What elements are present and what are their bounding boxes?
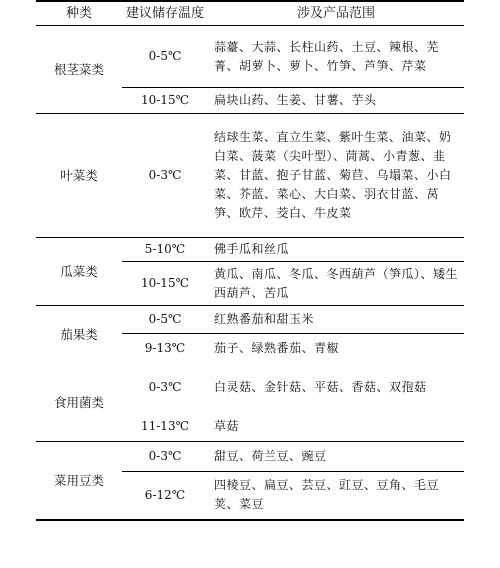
table-body bbox=[36, 26, 464, 520]
products-cell: 白灵菇、金针菇、平菇、香菇、双孢菇 bbox=[214, 380, 427, 394]
category-cell: 食用菌类 bbox=[53, 394, 104, 410]
category-cell: 根茎菜类 bbox=[53, 62, 104, 77]
category-cell: 叶菜类 bbox=[36, 114, 122, 238]
temperature-cell: 0-3℃ bbox=[122, 442, 208, 472]
category-cell: 瓜菜类 bbox=[36, 238, 122, 306]
products-cell: 佛手瓜和丝瓜 bbox=[208, 238, 464, 262]
table-row bbox=[36, 364, 464, 412]
temperature-cell: 9-13℃ bbox=[122, 334, 208, 364]
temperature-cell: 0-3℃ bbox=[148, 380, 182, 394]
category-cell: 茄果类 bbox=[36, 306, 122, 364]
storage-temperature-table bbox=[36, 0, 464, 521]
temperature-cell: 0-3℃ bbox=[122, 114, 208, 238]
temperature-cell: 5-10℃ bbox=[122, 238, 208, 262]
temperature-cell: 0-5℃ bbox=[122, 306, 208, 334]
header-category: 种类 bbox=[36, 1, 122, 26]
temperature-cell: 11-13℃ bbox=[140, 418, 190, 433]
table-row bbox=[36, 442, 464, 472]
category-cell: 菜用豆类 bbox=[36, 442, 122, 520]
products-cell: 结球生菜、直立生菜、紫叶生菜、油菜、奶白菜、菠菜（尖叶型）、茼蒿、小青葱、韭菜、甘蓝、抱子甘蓝、菊苣、乌塌菜、小白菜、芥蓝、菜心、大白菜、羽衣甘蓝、莴笋、欧芹、茭白、牛皮菜 bbox=[208, 114, 464, 238]
temperature-cell: 6-12℃ bbox=[122, 472, 208, 520]
products-cell: 红熟番茄和甜玉米 bbox=[208, 306, 464, 334]
table-row bbox=[36, 26, 464, 88]
header-temperature: 建议储存温度 bbox=[122, 1, 208, 26]
header-products: 涉及产品范围 bbox=[208, 1, 464, 26]
products-cell: 茄子、绿熟番茄、青椒 bbox=[208, 334, 464, 364]
table-row bbox=[36, 306, 464, 334]
products-cell: 扁块山药、生姜、甘薯、芋头 bbox=[208, 88, 464, 114]
header-row bbox=[36, 1, 464, 26]
products-cell: 甜豆、荷兰豆、豌豆 bbox=[208, 442, 464, 472]
temperature-cell: 0-5℃ bbox=[148, 49, 182, 63]
temperature-cell: 10-15℃ bbox=[122, 88, 208, 114]
table-header bbox=[36, 1, 464, 26]
products-cell: 黄瓜、南瓜、冬瓜、冬西葫芦（笋瓜）、矮生西葫芦、苦瓜 bbox=[208, 262, 464, 306]
products-cell: 四棱豆、扁豆、芸豆、豇豆、豆角、毛豆荚、菜豆 bbox=[208, 472, 464, 520]
table-row bbox=[36, 114, 464, 238]
temperature-cell: 10-15℃ bbox=[122, 262, 208, 306]
storage-table-container bbox=[36, 0, 464, 521]
table-row bbox=[36, 238, 464, 262]
products-cell: 蒜薹、大蒜、长柱山药、土豆、辣根、芜菁、胡萝卜、萝卜、竹笋、芦笋、芹菜 bbox=[214, 39, 440, 73]
products-cell: 草菇 bbox=[214, 418, 240, 433]
